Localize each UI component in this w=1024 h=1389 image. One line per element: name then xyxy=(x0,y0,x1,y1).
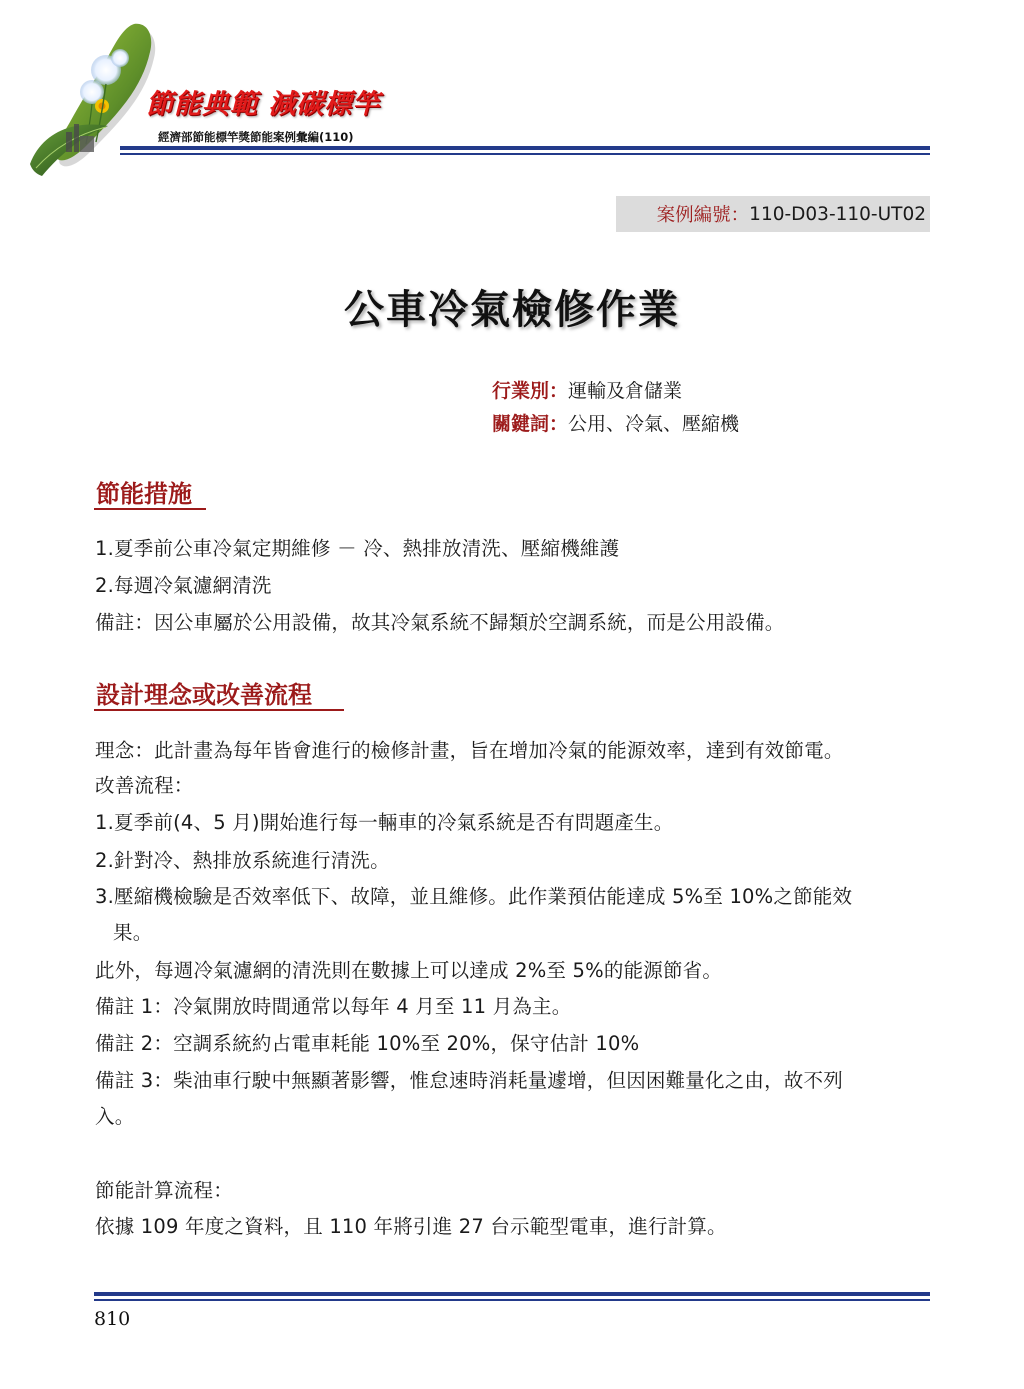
design-line: 理念：此計畫為每年皆會進行的檢修計畫，旨在增加冷氣的能源效率，達到有效節電。 xyxy=(95,739,844,762)
measure-line: 1.夏季前公車冷氣定期維修 － 冷、熱排放清洗、壓縮機維護 xyxy=(95,537,620,560)
design-line: 改善流程： xyxy=(95,774,194,797)
section-heading-measures: 節能措施 xyxy=(96,480,192,508)
design-note: 備註 2：空調系統約占電車耗能 10%至 20%，保守估計 10% xyxy=(95,1032,640,1055)
design-note: 備註 3：柴油車行駛中無顯著影響，惟怠速時消耗量遽增，但因困難量化之由，故不列 xyxy=(95,1069,843,1092)
keywords-label: 關鍵詞： xyxy=(492,413,569,435)
section-underline xyxy=(94,709,344,711)
header-divider xyxy=(120,146,930,150)
brand-subtitle: 經濟部節能標竿獎節能案例彙編(110) xyxy=(158,130,354,144)
measure-line: 2.每週冷氣濾網清洗 xyxy=(95,574,272,597)
case-number-box xyxy=(616,196,930,232)
taiwan-dandelion-logo-icon xyxy=(22,14,162,182)
design-note: 備註 1：冷氣開放時間通常以每年 4 月至 11 月為主。 xyxy=(95,995,572,1018)
page-number: 810 xyxy=(94,1308,131,1330)
measure-note: 備註：因公車屬於公用設備，故其冷氣系統不歸類於空調系統，而是公用設備。 xyxy=(95,611,785,634)
keywords-value: 公用、冷氣、壓縮機 xyxy=(568,413,740,435)
industry-value: 運輸及倉儲業 xyxy=(568,380,683,402)
design-line: 3.壓縮機檢驗是否效率低下、故障，並且維修。此作業預估能達成 5%至 10%之節能效 xyxy=(95,885,853,908)
header-divider-thin xyxy=(120,153,930,155)
industry-row xyxy=(492,376,682,403)
brand-title: 節能典範 減碳標竿 xyxy=(146,89,381,120)
keywords-row xyxy=(492,409,739,436)
design-line: 此外，每週冷氣濾網的清洗則在數據上可以達成 2%至 5%的能源節省。 xyxy=(95,959,723,982)
footer-divider xyxy=(94,1292,930,1296)
industry-label: 行業別： xyxy=(492,380,569,402)
section-heading-design: 設計理念或改善流程 xyxy=(96,681,312,709)
design-line: 2.針對冷、熱排放系統進行清洗。 xyxy=(95,849,390,872)
design-note: 入。 xyxy=(95,1105,135,1128)
calc-line: 依據 109 年度之資料，且 110 年將引進 27 台示範型電車，進行計算。 xyxy=(95,1215,727,1238)
page-title: 公車冷氣檢修作業 xyxy=(344,287,680,333)
calc-heading: 節能計算流程： xyxy=(95,1179,233,1202)
case-number-label: 案例編號： xyxy=(656,205,750,226)
case-number-value: 110-D03-110-UT02 xyxy=(749,203,926,225)
design-line: 1.夏季前(4、5 月)開始進行每一輛車的冷氣系統是否有問題產生。 xyxy=(95,811,674,834)
section-underline xyxy=(94,508,206,510)
design-line: 果。 xyxy=(113,921,153,944)
footer-divider-thin xyxy=(94,1299,930,1301)
